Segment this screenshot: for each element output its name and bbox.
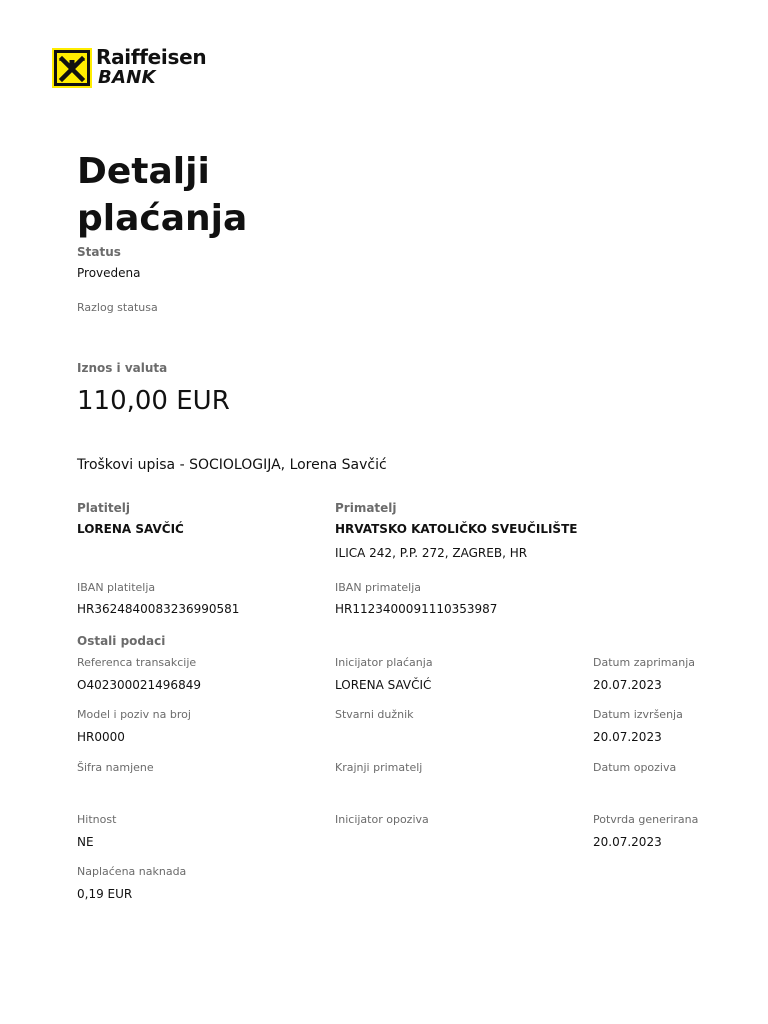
page-title: Detalji plaćanja: [77, 151, 248, 239]
status-value: Provedena: [77, 266, 141, 280]
urgency-label: Hitnost: [77, 813, 117, 826]
payer-iban: HR3624840083236990581: [77, 602, 240, 616]
fee-label: Naplaćena naknada: [77, 865, 187, 878]
urgency-value: NE: [77, 835, 94, 849]
raiffeisen-logo: [52, 42, 212, 100]
recipient-address: ILICA 242, P.P. 272, ZAGREB, HR: [335, 546, 528, 560]
initiator-label: Inicijator plaćanja: [335, 656, 433, 669]
confirmation-label: Potvrda generirana: [593, 813, 699, 826]
status-reason-label: Razlog statusa: [77, 301, 158, 314]
received-date-label: Datum zaprimanja: [593, 656, 696, 669]
model-value: HR0000: [77, 730, 125, 744]
other-data-label: Ostali podaci: [77, 634, 166, 648]
payer-iban-label: IBAN platitelja: [77, 581, 156, 594]
recipient-name: HRVATSKO KATOLIČKO SVEUČILIŠTE: [335, 522, 578, 536]
initiator-value: LORENA SAVČIĆ: [335, 678, 432, 692]
model-label: Model i poziv na broj: [77, 708, 191, 721]
received-date-value: 20.07.2023: [593, 678, 662, 692]
status-label: Status: [77, 245, 121, 259]
execution-date-value: 20.07.2023: [593, 730, 662, 744]
revocation-initiator-label: Inicijator opoziva: [335, 813, 429, 826]
final-recipient-label: Krajnji primatelj: [335, 761, 423, 774]
recipient-iban-label: IBAN primatelja: [335, 581, 421, 594]
recipient-iban: HR1123400091110353987: [335, 602, 498, 616]
payer-name: LORENA SAVČIĆ: [77, 522, 184, 536]
recipient-label: Primatelj: [335, 501, 397, 515]
bank-name-line2: BANK: [98, 67, 156, 88]
fee-value: 0,19 EUR: [77, 887, 133, 901]
payer-label: Platitelj: [77, 501, 130, 515]
purpose-code-label: Šifra namjene: [77, 761, 154, 774]
payment-description: Troškovi upisa - SOCIOLOGIJA, Lorena Savčić: [77, 457, 387, 473]
confirmation-value: 20.07.2023: [593, 835, 662, 849]
raiffeisen-gable-cross-icon: [52, 48, 92, 88]
execution-date-label: Datum izvršenja: [593, 708, 683, 721]
reference-label: Referenca transakcije: [77, 656, 197, 669]
reference-value: O402300021496849: [77, 678, 201, 692]
revocation-date-label: Datum opoziva: [593, 761, 677, 774]
actual-debtor-label: Stvarni dužnik: [335, 708, 414, 721]
amount-label: Iznos i valuta: [77, 361, 168, 375]
bank-name-line1: Raiffeisen: [96, 45, 207, 69]
amount-value: 110,00 EUR: [77, 386, 230, 416]
